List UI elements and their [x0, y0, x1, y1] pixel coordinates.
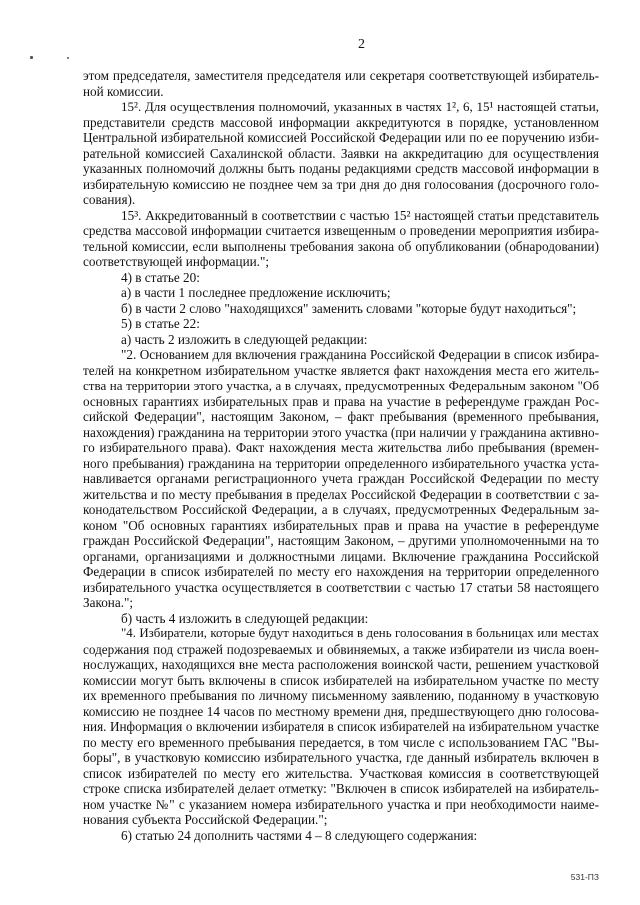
text-line: Федерации в список избирателей по месту его нахождения на территории определенного — [83, 564, 599, 579]
text-line: го избирательного права). Факт нахождения места жительства либо пребывания (времен- — [83, 440, 599, 455]
text-line: навливается органами регистрационного учета граждан Российской Федерации по месту — [83, 471, 599, 486]
text-line: указанных полномочий должны быть поданы редакциями средств массовой информации в — [83, 161, 599, 176]
text-line: ном участке №" с указанием номера избирательного участка и при необходимости наиме- — [83, 796, 599, 812]
text-line: этом председателя, заместителя председателя или секретаря соответствующей избиратель- — [83, 68, 599, 83]
text-line: 6) статью 24 дополнить частями 4 – 8 следующего содержания: — [121, 827, 478, 843]
text-line: комиссии могут быть включены в список избирателей на избирательном участке по месту — [83, 672, 599, 688]
text-line: б) в части 2 слово "находящихся" заменить словами "которые будут находиться"; — [121, 300, 577, 316]
text-line: сования). — [83, 192, 136, 207]
text-line: ного пребывания) гражданина на территории определенного избирательного участка уста- — [83, 455, 599, 471]
text-line: 4) в статье 20: — [121, 269, 200, 285]
text-line: "4. Избиратели, которые будут находиться в день голосования в больницах или местах — [121, 626, 599, 640]
text-line: список избирателей по месту его жительства. Участковая комиссия в соответствующей — [83, 765, 599, 781]
text-line: по месту его временного пребывания передается, в том числе с использованием ГАС "Вы- — [83, 734, 599, 750]
text-line: боры", в участковую комиссию избирательного участка, где данный избиратель включен в — [83, 750, 599, 765]
text-line: сийской Федерации", настоящим Законом, – факт пребывания (временного пребывания, — [83, 409, 599, 424]
text-line: граждан Российской Федерации", настоящим Законом, – другими уполномоченными на то — [83, 533, 599, 548]
text-line: нослужащих, находящихся вне места расположения воинской части, решением участковой — [83, 657, 599, 672]
text-line: жительства и по месту пребывания в пределах Российской Федерации в соответствии с за- — [83, 486, 599, 502]
text-line: избирательную комиссию не позднее чем за три дня до дня голосования (досрочного голо- — [83, 176, 599, 192]
scan-mark-right — [67, 57, 69, 59]
text-line: основных гарантиях избирательных прав и права на участие в референдуме граждан Рос- — [83, 393, 599, 409]
document-body — [83, 68, 599, 843]
text-line: органами, организациями и должностными лицами. Включение гражданина Российской — [83, 548, 599, 564]
text-line: Закона."; — [83, 595, 134, 610]
text-line: коном "Об основных гарантиях избирательных прав и права на участие в референдуме — [83, 517, 599, 533]
text-line: рательной комиссией Сахалинской области. Заявки на аккредитацию для осуществления — [83, 145, 599, 161]
text-line: 15³. Аккредитованный в соответствии с частью 15² настоящей статьи представитель — [121, 207, 599, 223]
text-line: Центральной избирательной комиссией Российской Федерации или по ее поручению изби- — [83, 130, 599, 145]
document-code: 531-ПЗ — [570, 872, 599, 882]
text-line: а) часть 2 изложить в следующей редакции: — [121, 331, 368, 347]
text-line: нования субъекта Российской Федерации."; — [83, 812, 328, 827]
text-line: ной комиссии. — [83, 83, 164, 99]
text-line: тельной комиссии, если выполнены требования закона об опубликовании (обнародовании) — [83, 238, 599, 254]
text-line: ства на территории этого участка, а в случаях, предусмотренных Федеральным законом "Об — [83, 378, 599, 393]
text-line: телей на конкретном избирательном участке является факт нахождения места его житель- — [83, 362, 599, 378]
text-line: б) часть 4 изложить в следующей редакции: — [121, 610, 369, 626]
scan-mark-left — [30, 56, 33, 59]
text-line: 15². Для осуществления полномочий, указанных в частях 1², 6, 15¹ настоящей статьи, — [121, 99, 599, 114]
text-line: конодательством Российской Федерации, а в случаях, предусмотренных Федеральным за- — [83, 502, 599, 517]
text-line: 5) в статье 22: — [121, 316, 200, 331]
text-line: избирательного участка осуществляется в соответствии с частью 17 статьи 58 настоящего — [83, 579, 599, 595]
page-number: 2 — [358, 37, 365, 52]
text-line: строке списка избирателей делает отметку: "Включен в список избирателей на избиратель- — [83, 781, 599, 796]
text-line: их временного пребывания по личному письменному заявлению, поданному в участковую — [83, 688, 599, 703]
text-line: ния. Информация о включении избирателя в список избирателей на избирательном участке — [83, 719, 599, 734]
text-line: "2. Основанием для включения гражданина Российской Федерации в список избира- — [121, 347, 599, 362]
text-line: соответствующей информации."; — [83, 254, 270, 269]
text-line: комиссию не позднее 14 часов по местному времени дня, предшествующего дню голосова- — [83, 703, 599, 719]
text-line: средства массовой информации считается извещенным о проведении мероприятия избира- — [83, 223, 599, 238]
text-line: а) в части 1 последнее предложение исключить; — [121, 285, 391, 300]
text-line: нахождения) гражданина на территории этого участка (при наличии у гражданина активно- — [83, 424, 599, 440]
text-line: содержания под стражей подозреваемых и обвиняемых, а также избиратели из числа воен- — [83, 641, 599, 657]
text-line: представители средств массовой информации аккредитуются в порядке, установленном — [83, 114, 599, 130]
